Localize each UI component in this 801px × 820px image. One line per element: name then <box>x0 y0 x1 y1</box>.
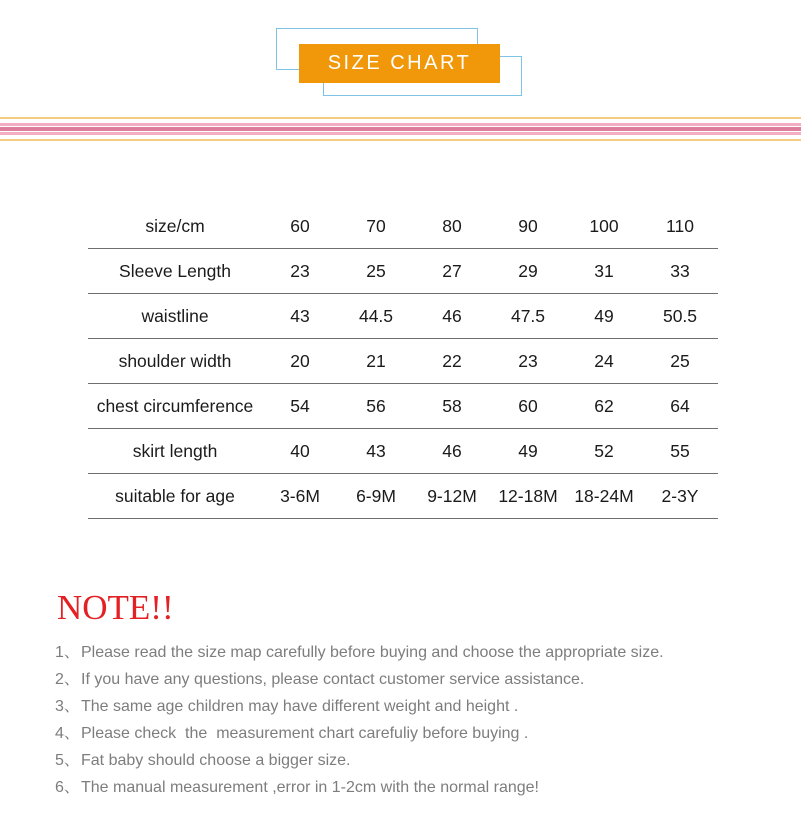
table-cell: 80 <box>442 215 462 236</box>
size-chart-banner <box>299 44 500 83</box>
stripe-pink-dark <box>0 127 801 131</box>
table-cell: 25 <box>366 260 386 281</box>
note-item-number: 5、 <box>55 752 80 769</box>
table-cell: 58 <box>442 395 462 416</box>
table-cell: 18-24M <box>574 485 634 506</box>
note-item <box>55 747 771 774</box>
table-row <box>88 429 718 474</box>
table-cell: 25 <box>670 350 690 371</box>
row-label: shoulder width <box>118 350 232 371</box>
table-cell: 60 <box>290 215 310 236</box>
table-cell: 50.5 <box>662 305 698 326</box>
note-item-number: 3、 <box>55 698 80 715</box>
stripe-yellow-top <box>0 117 801 119</box>
table-cell: 46 <box>442 305 462 326</box>
note-item-text: The same age children may have different weight and height . <box>81 698 519 715</box>
table-row <box>88 474 718 519</box>
table-cell: 110 <box>666 215 694 236</box>
row-label: skirt length <box>132 440 218 461</box>
table-row <box>88 384 718 429</box>
row-label: suitable for age <box>115 485 235 506</box>
note-item <box>55 639 771 666</box>
table-cell: 90 <box>518 215 538 236</box>
table-cell: 3-6M <box>280 485 320 506</box>
stripe-pink-bottom <box>0 132 801 135</box>
table-cell: 49 <box>594 305 614 326</box>
table-row <box>88 294 718 339</box>
table-cell: 2-3Y <box>661 485 699 506</box>
table-cell: 12-18M <box>498 485 558 506</box>
table-cell: 20 <box>290 350 310 371</box>
note-item-text: If you have any questions, please contact customer service assistance. <box>81 671 585 688</box>
stripe-yellow-bottom <box>0 139 801 141</box>
table-cell: 23 <box>290 260 310 281</box>
table-cell: 9-12M <box>427 485 477 506</box>
note-item-number: 2、 <box>55 671 80 688</box>
table-cell: 70 <box>366 215 386 236</box>
table-row <box>88 339 718 384</box>
table-cell: 100 <box>589 215 619 236</box>
row-label: chest circumference <box>96 395 254 416</box>
note-item-number: 1、 <box>55 644 80 661</box>
table-cell: 40 <box>290 440 310 461</box>
table-cell: 6-9M <box>356 485 396 506</box>
table-cell: 33 <box>670 260 690 281</box>
note-item <box>55 720 771 747</box>
table-cell: 43 <box>366 440 386 461</box>
table-cell: 47.5 <box>510 305 546 326</box>
table-cell: 31 <box>594 260 614 281</box>
table-cell: 55 <box>670 440 690 461</box>
note-item-text: Please check the measurement chart carefuliy before buying . <box>81 725 529 742</box>
table-header-label: size/cm <box>145 215 205 236</box>
table-cell: 23 <box>518 350 538 371</box>
divider-stripes <box>0 117 801 141</box>
table-cell: 64 <box>670 395 690 416</box>
table-cell: 29 <box>518 260 538 281</box>
note-item-text: Fat baby should choose a bigger size. <box>81 752 351 769</box>
note-item-text: Please read the size map carefully before buying and choose the appropriate size. <box>81 644 664 661</box>
table-cell: 44.5 <box>358 305 394 326</box>
table-cell: 52 <box>594 440 614 461</box>
table-cell: 27 <box>442 260 462 281</box>
note-list <box>55 639 771 801</box>
table-cell: 46 <box>442 440 462 461</box>
table-cell: 43 <box>290 305 310 326</box>
size-table <box>88 204 718 519</box>
table-cell: 62 <box>594 395 614 416</box>
table-cell: 21 <box>366 350 386 371</box>
note-item <box>55 774 771 801</box>
table-cell: 54 <box>290 395 310 416</box>
table-cell: 24 <box>594 350 614 371</box>
note-item <box>55 693 771 720</box>
table-cell: 60 <box>518 395 538 416</box>
table-row <box>88 249 718 294</box>
table-cell: 56 <box>366 395 386 416</box>
table-cell: 22 <box>442 350 462 371</box>
note-item-number: 6、 <box>55 779 80 796</box>
row-label: waistline <box>141 305 209 326</box>
note-heading: NOTE!! <box>57 588 174 627</box>
note-item-text: The manual measurement ,error in 1-2cm with the normal range! <box>81 779 539 796</box>
table-header-row <box>88 204 718 249</box>
stripe-pink-top <box>0 123 801 126</box>
banner-title: SIZE CHART <box>327 52 472 74</box>
row-label: Sleeve Length <box>119 260 231 281</box>
note-item-number: 4、 <box>55 725 80 742</box>
note-item <box>55 666 771 693</box>
table-cell: 49 <box>518 440 538 461</box>
